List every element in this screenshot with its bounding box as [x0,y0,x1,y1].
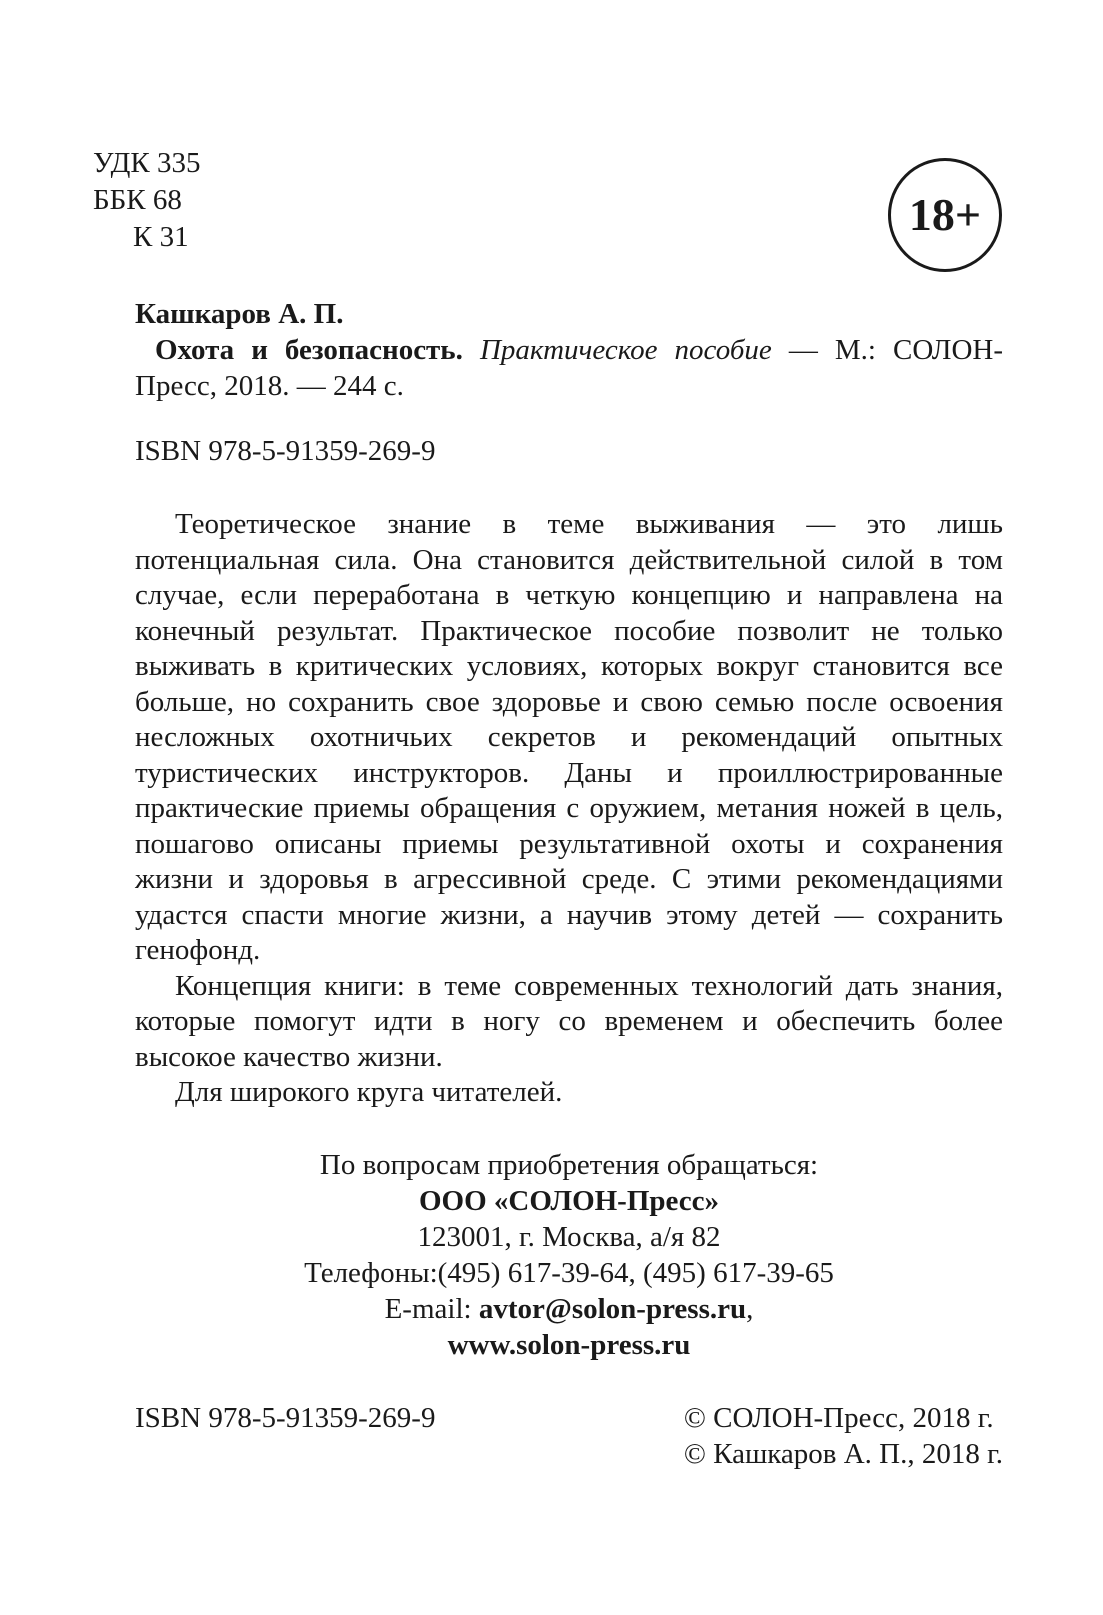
annotation-paragraph-1: Теоретическое знание в теме выживания — это лишь потенциальная сила. Она становится действительной силой в том случае, если переработана в четкую концепцию и направлена на конечный результат. Практическое пособие позволит не только выживать в критических условиях, которых вокруг становится все больше, но сохранить свое здоровье и свою семью после освоения несложных охотничьих секретов и рекомендаций опытных туристических инструкторов. Даны и проиллюстрированные практические приемы обращения с оружием, метания ножей в цель, пошагово описаны приемы результативной охоты и сохранения жизни и здоровья в агрессивной среде. С этими рекомендациями удастся спасти многие жизни, а научив этому детей — сохранить генофонд. [135,508,1003,966]
annotation [135,507,1003,1111]
isbn-bottom: ISBN 978-5-91359-269-9 [135,1402,436,1434]
author-name: Кашкаров А. П. [135,298,344,330]
annotation-paragraph-2: Концепция книги: в теме современных технологий дать знания, которые помогут идти в ногу со временем и обеспечить более высокое качество жизни. [135,969,1003,1073]
annotation-paragraph-3: Для широкого круга читателей. [175,1076,563,1108]
publisher-phones: Телефоны:(495) 617-39-64, (495) 617-39-65 [304,1257,834,1289]
author-mark: К 31 [133,221,189,253]
website-link[interactable]: www.solon-press.ru [447,1329,691,1361]
bbk-code: ББК 68 [93,184,182,216]
contacts-intro: По вопросам приобретения обращаться: [319,1149,819,1181]
isbn-top: ISBN 978-5-91359-269-9 [135,435,436,467]
email-suffix: , [746,1293,754,1325]
age-rating-badge: 18+ [888,158,1002,272]
copyright-notices [684,1400,1003,1472]
book-title: Охота и безопасность. [155,334,463,366]
email-link[interactable]: avtor@solon-press.ru [478,1293,747,1325]
purchase-contacts [135,1147,1003,1363]
bibliographic-record [135,332,1003,404]
email-label: E-mail: [384,1293,479,1325]
copyright-author: © Кашкаров А. П., 2018 г. [683,1438,1003,1470]
email-line [135,1291,1003,1327]
publisher-address: 123001, г. Москва, а/я 82 [417,1221,721,1253]
book-subtitle: Практическое пособие [479,334,772,366]
publisher-company: ООО «СОЛОН-Пресс» [418,1185,719,1217]
udk-code: УДК 335 [93,147,201,179]
copyright-publisher: © СОЛОН-Пресс, 2018 г. [683,1402,994,1434]
classification-codes [93,145,200,256]
publisher-line: — М.: СОЛОН-Пресс, 2018. — 244 с. [135,334,1004,402]
